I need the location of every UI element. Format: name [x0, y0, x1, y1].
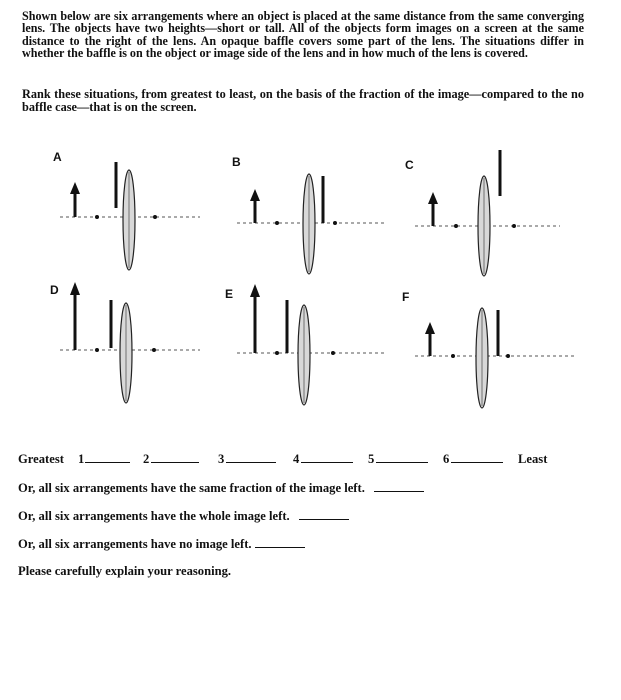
focal-point-right	[153, 215, 157, 219]
panel-b	[225, 150, 405, 280]
rank-6-number: 6	[443, 452, 450, 466]
object-arrowhead	[250, 284, 260, 297]
greatest-label: Greatest	[18, 452, 64, 466]
rank-6-blank[interactable]	[451, 452, 503, 467]
focal-point-left	[275, 221, 279, 225]
panel-label-c: C	[405, 158, 414, 172]
diagram-b	[225, 150, 405, 280]
diagram-d	[50, 280, 230, 410]
rank-5-blank[interactable]	[376, 452, 428, 467]
focal-point-left	[275, 351, 279, 355]
rank-5-number: 5	[368, 452, 375, 466]
panel-e	[225, 280, 405, 410]
rank-1-blank[interactable]	[85, 452, 130, 467]
rank-2-number: 2	[143, 452, 150, 466]
intro-paragraph: Shown below are six arrangements where an object is placed at the same distance from the same converging lens. The objects have two heights—short or tall. All of the objects form images on a screen at the same distance to the right of the lens. An opaque baffle covers some part of the lens. The situations differ in whether the baffle is on the object or image side of the lens and in how much of the lens is covered.	[22, 9, 584, 61]
focal-point-left	[95, 215, 99, 219]
panel-label-b: B	[232, 155, 241, 169]
ranking-row	[18, 452, 578, 470]
object-arrowhead	[428, 192, 438, 204]
focal-point-right	[333, 221, 337, 225]
focal-point-left	[95, 348, 99, 352]
whole-image-text: Or, all six arrangements have the whole image left.	[18, 509, 290, 523]
focal-point-right	[506, 354, 510, 358]
panel-label-e: E	[225, 287, 234, 301]
diagram-c	[400, 150, 580, 280]
panel-label-d: D	[50, 283, 59, 297]
panel-c	[400, 150, 580, 280]
rank-4-number: 4	[293, 452, 300, 466]
no-image-option	[18, 537, 305, 552]
panel-a	[50, 150, 230, 280]
rank-4-blank[interactable]	[301, 452, 353, 467]
rank-3-number: 3	[218, 452, 225, 466]
whole-image-option	[18, 509, 349, 524]
diagram-f	[400, 280, 580, 410]
focal-point-right	[512, 224, 516, 228]
object-arrowhead	[70, 182, 80, 194]
least-label: Least	[518, 452, 548, 466]
rank-1-number: 1	[78, 452, 85, 466]
focal-point-left	[451, 354, 455, 358]
diagram-e	[225, 280, 405, 410]
panel-label-f: F	[402, 290, 410, 304]
whole-image-blank[interactable]	[299, 509, 349, 520]
no-image-text: Or, all six arrangements have no image left.	[18, 537, 252, 551]
diagram-a	[50, 150, 230, 280]
panel-f	[400, 280, 580, 410]
object-arrowhead	[250, 189, 260, 201]
rank-3-blank[interactable]	[226, 452, 276, 467]
no-image-blank[interactable]	[255, 537, 305, 548]
same-fraction-text: Or, all six arrangements have the same fraction of the image left.	[18, 481, 365, 495]
explain-prompt: Please carefully explain your reasoning.	[18, 564, 232, 578]
focal-point-left	[454, 224, 458, 228]
object-arrowhead	[425, 322, 435, 334]
same-fraction-option	[18, 481, 424, 496]
focal-point-right	[331, 351, 335, 355]
focal-point-right	[152, 348, 156, 352]
panel-label-a: A	[53, 150, 62, 164]
same-fraction-blank[interactable]	[374, 481, 424, 492]
rank-2-blank[interactable]	[151, 452, 199, 467]
rank-instruction: Rank these situations, from greatest to least, on the basis of the fraction of the image—compared to the no baffle case—that is on the screen.	[22, 87, 584, 114]
panel-d	[50, 280, 230, 410]
object-arrowhead	[70, 282, 80, 295]
